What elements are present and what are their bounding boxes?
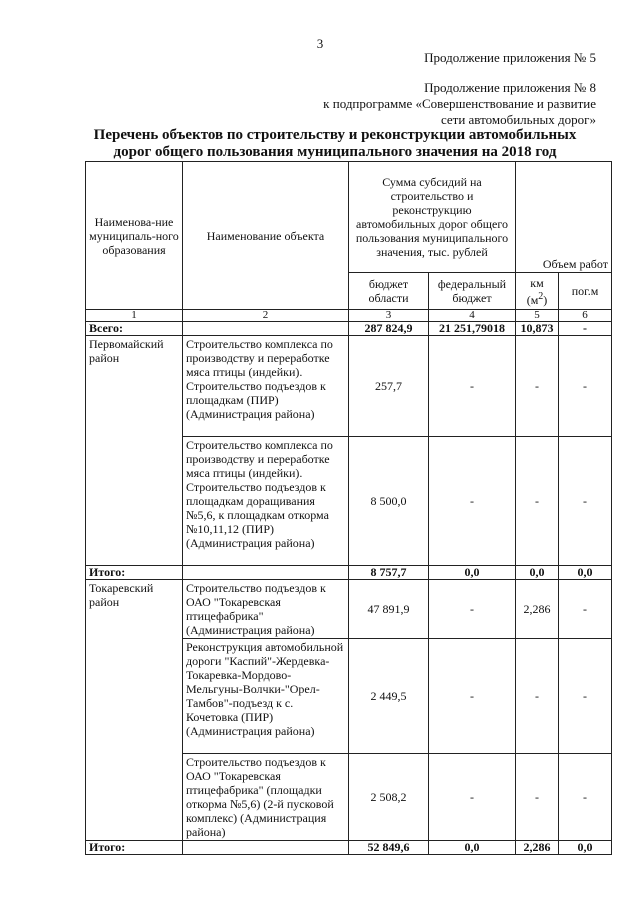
regional-cell: 2 449,5	[349, 639, 429, 754]
grand-total-regional: 287 824,9	[349, 322, 429, 336]
object-cell: Строительство подъездов к ОАО "Токаревская птицефабрика" (площадки откорма №5,6) (2-й пусковой комплекс) (Администрация района)	[183, 754, 349, 841]
km-cell: 2,286	[516, 580, 559, 639]
appendix-8-line1: Продолжение приложения № 8	[424, 80, 596, 95]
title-line1: Перечень объектов по строительству и реконструкции автомобильных	[93, 127, 577, 143]
subtotal-row	[86, 841, 612, 855]
header-federal-budget: федеральный бюджет	[429, 273, 516, 310]
header-km-sup: 2	[538, 290, 544, 302]
grand-total-pm: -	[559, 322, 612, 336]
regional-cell: 8 500,0	[349, 437, 429, 566]
header-km	[516, 273, 559, 310]
subtotal-row	[86, 566, 612, 580]
appendix-8-line3: сети автомобильных дорог»	[440, 112, 596, 127]
grand-total-federal: 21 251,79018	[429, 322, 516, 336]
objects-table	[85, 161, 612, 855]
federal-cell: -	[429, 639, 516, 754]
federal-cell: -	[429, 437, 516, 566]
pm-cell: -	[559, 437, 612, 566]
regional-cell: 2 508,2	[349, 754, 429, 841]
grand-total-empty	[183, 322, 349, 336]
federal-cell: -	[429, 336, 516, 437]
subtotal-federal: 0,0	[429, 566, 516, 580]
col-num-2: 2	[183, 310, 349, 322]
subtotal-empty	[183, 841, 349, 855]
subtotal-pm: 0,0	[559, 841, 612, 855]
grand-total-km: 10,873	[516, 322, 559, 336]
header-km-label: км	[530, 275, 544, 290]
object-cell: Реконструкция автомобильной дороги "Каспий"-Жердевка-Токаревка-Мордово-Мельгуны-Волчки-"Орел-Тамбов"-подъезд к с. Кочетовка (ПИР) (Администрация района)	[183, 639, 349, 754]
header-pm: пог.м	[559, 273, 612, 310]
subtotal-label: Итого:	[86, 566, 183, 580]
col-num-4: 4	[429, 310, 516, 322]
km-cell: -	[516, 437, 559, 566]
km-cell: -	[516, 639, 559, 754]
subtotal-label: Итого:	[86, 841, 183, 855]
subtotal-regional: 8 757,7	[349, 566, 429, 580]
subtotal-km: 0,0	[516, 566, 559, 580]
pm-cell: -	[559, 336, 612, 437]
header-km-close: )	[543, 292, 548, 307]
km-cell: -	[516, 754, 559, 841]
document-title	[70, 127, 600, 161]
table-row	[86, 580, 612, 639]
appendix-8-note	[323, 80, 596, 128]
header-object: Наименование объекта	[183, 162, 349, 310]
subtotal-regional: 52 849,6	[349, 841, 429, 855]
regional-cell: 257,7	[349, 336, 429, 437]
regional-cell: 47 891,9	[349, 580, 429, 639]
subtotal-empty	[183, 566, 349, 580]
object-cell: Строительство подъездов к ОАО "Токаревская птицефабрика" (Администрация района)	[183, 580, 349, 639]
grand-total-label: Всего:	[86, 322, 183, 336]
km-cell: -	[516, 336, 559, 437]
col-num-5: 5	[516, 310, 559, 322]
header-volume: Объем работ	[516, 162, 612, 273]
municipality-cell: Токаревский район	[86, 580, 183, 841]
pm-cell: -	[559, 639, 612, 754]
pm-cell: -	[559, 754, 612, 841]
table-row	[86, 336, 612, 437]
subtotal-federal: 0,0	[429, 841, 516, 855]
column-numbers-row	[86, 310, 612, 322]
header-regional-budget: бюджет области	[349, 273, 429, 310]
col-num-3: 3	[349, 310, 429, 322]
title-line2: дорог общего пользования муниципального значения на 2018 год	[113, 144, 557, 160]
header-row-1	[86, 162, 612, 273]
header-km-unit: (м	[526, 292, 539, 307]
municipality-cell: Первомайский район	[86, 336, 183, 566]
federal-cell: -	[429, 580, 516, 639]
pm-cell: -	[559, 580, 612, 639]
subtotal-pm: 0,0	[559, 566, 612, 580]
grand-total-row	[86, 322, 612, 336]
page-number: 3	[316, 36, 324, 51]
object-cell: Строительство комплекса по производству и переработке мяса птицы (индейки). Строительство подъездов к площадкам (ПИР) (Администрация района)	[183, 336, 349, 437]
appendix-5-note: Продолжение приложения № 5	[424, 50, 596, 65]
col-num-6: 6	[559, 310, 612, 322]
federal-cell: -	[429, 754, 516, 841]
appendix-8-line2: к подпрограмме «Совершенствование и развитие	[323, 96, 596, 111]
header-municipality: Наименова-ние муниципаль-ного образования	[86, 162, 183, 310]
subtotal-km: 2,286	[516, 841, 559, 855]
col-num-1: 1	[86, 310, 183, 322]
header-subsidy: Сумма субсидий на строительство и реконструкцию автомобильных дорог общего пользования муниципального значения, тыс. рублей	[349, 162, 516, 273]
object-cell: Строительство комплекса по производству и переработке мяса птицы (индейки). Строительство подъездов к площадкам доращивания №5,6, к площадкам откорма №10,11,12 (ПИР) (Администрация района)	[183, 437, 349, 566]
